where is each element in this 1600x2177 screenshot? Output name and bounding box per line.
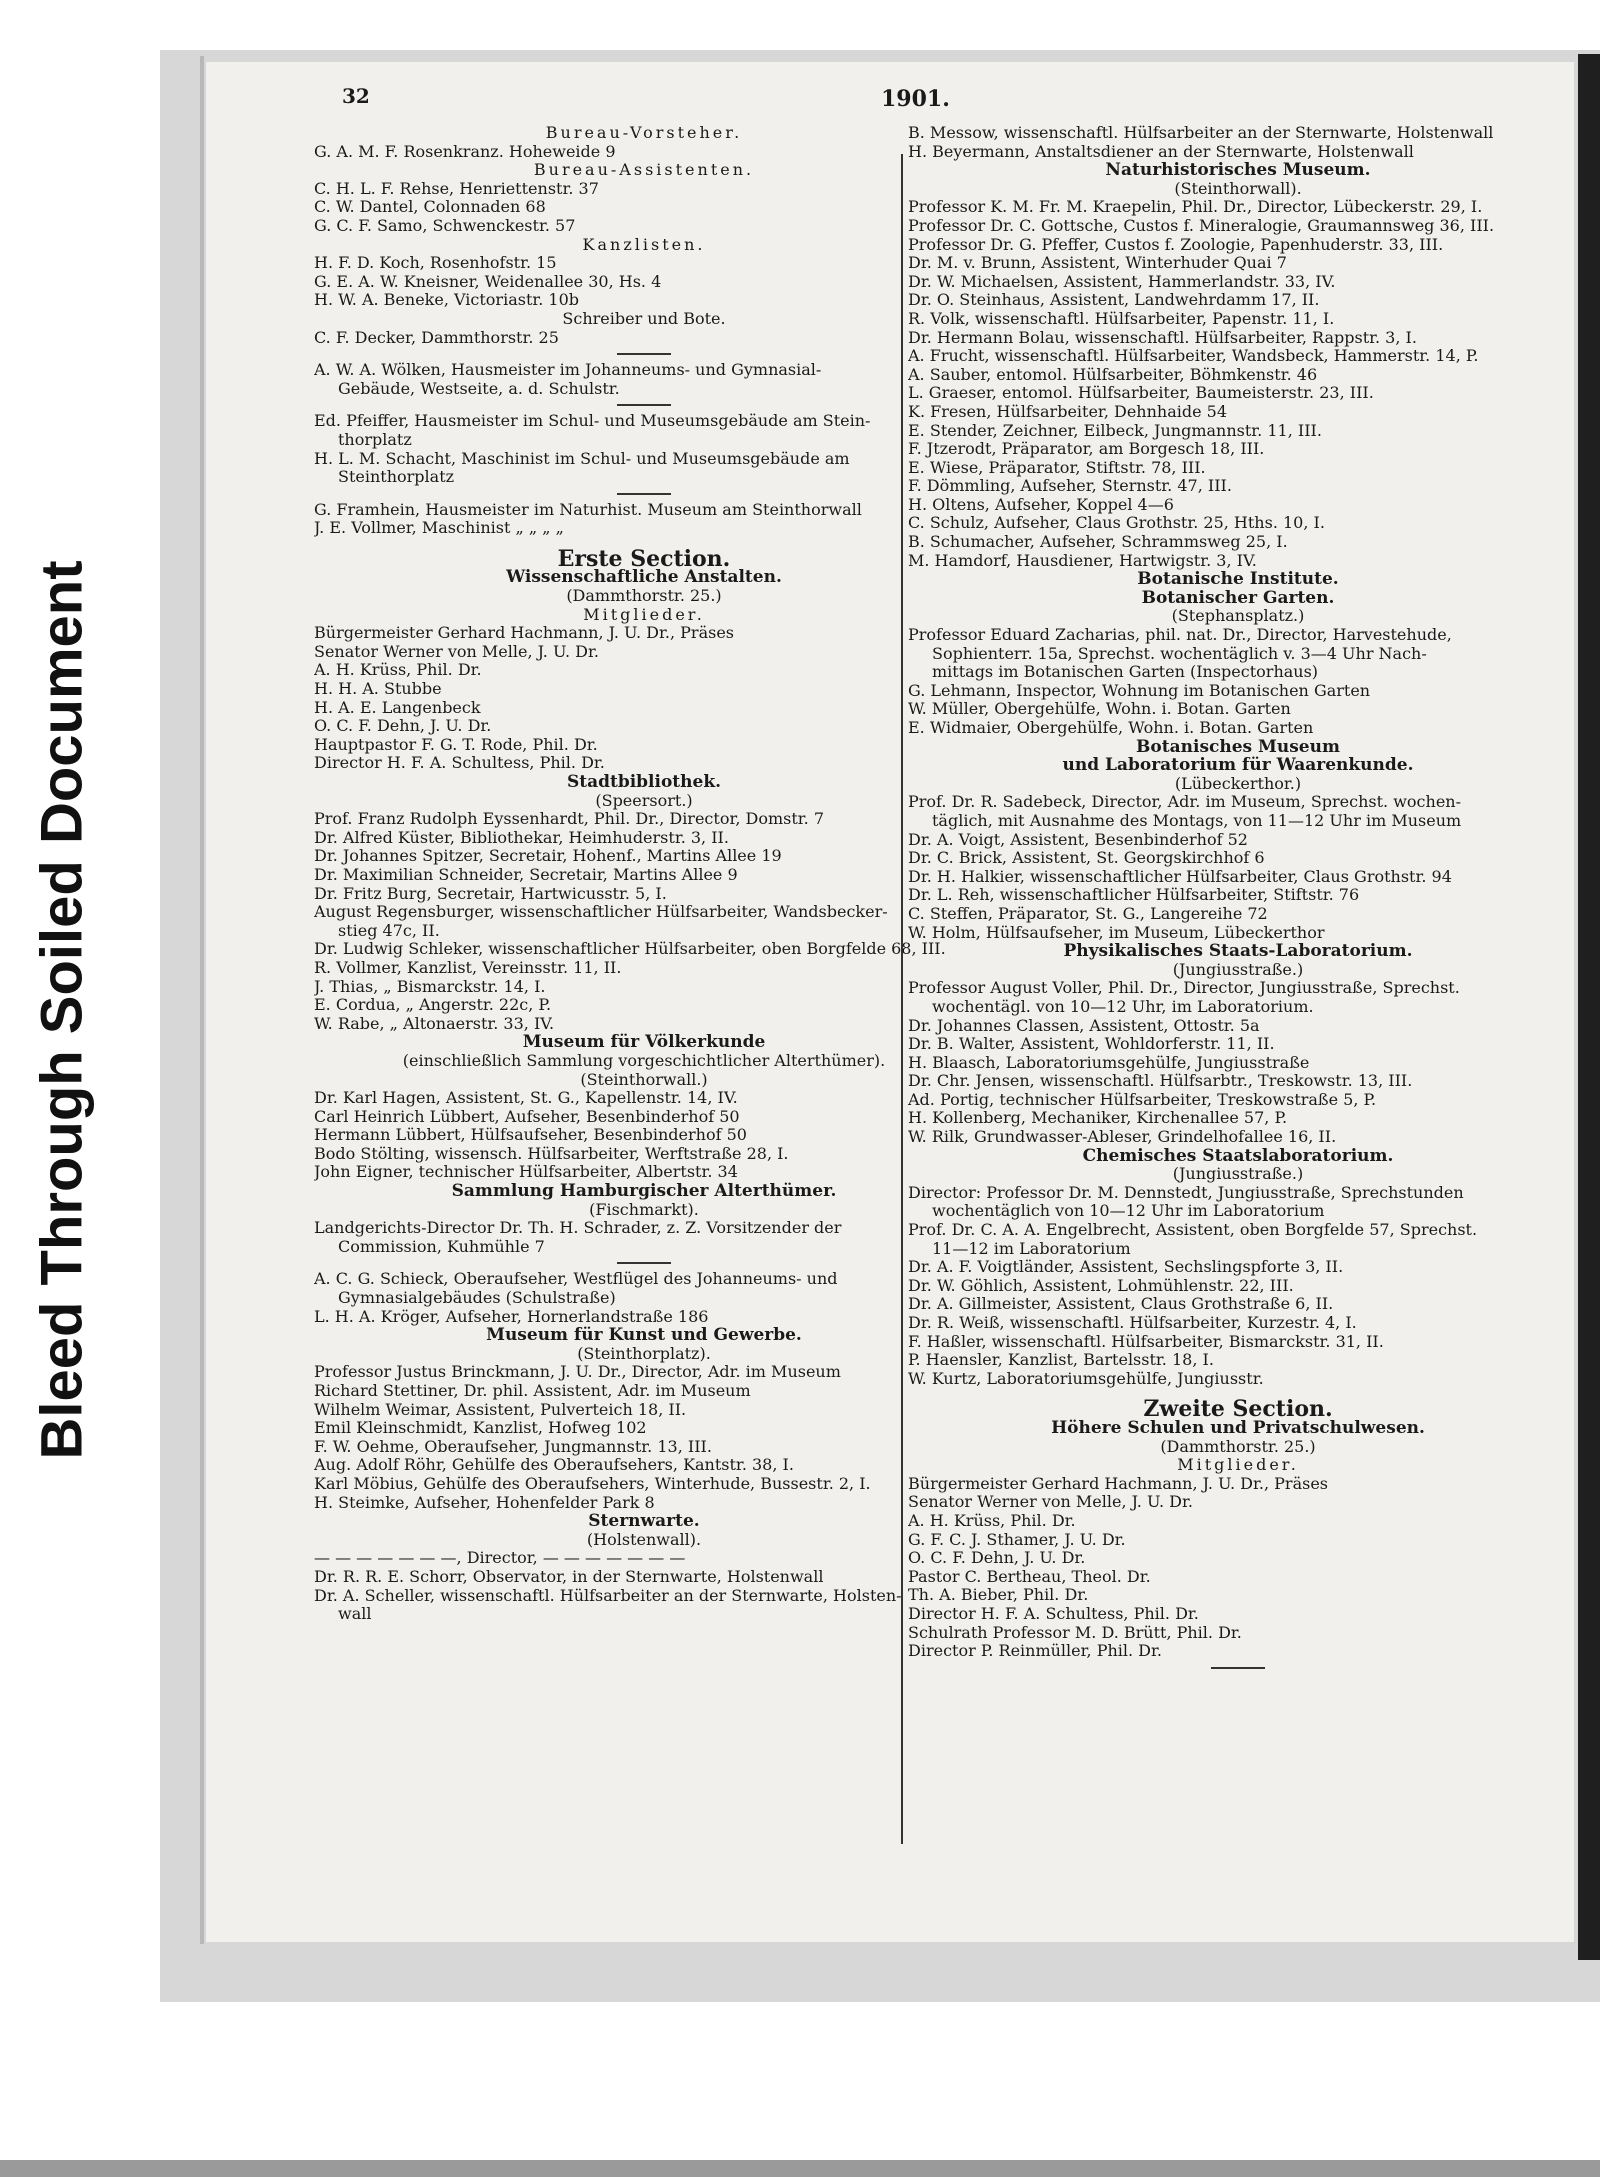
entry-line: Dr. Maximilian Schneider, Secretair, Martins Allee 9 <box>314 865 738 884</box>
separator-rule <box>617 1262 671 1264</box>
entry-line: Dr. A. Voigt, Assistent, Besenbinderhof 52 <box>908 830 1248 849</box>
section-heading: Naturhistorisches Museum. <box>1105 160 1371 181</box>
entry-line: A. Sauber, entomol. Hülfsarbeiter, Böhmkenstr. 46 <box>908 365 1318 384</box>
entry-line: A. W. A. Wölken, Hausmeister im Johanneums- und Gymnasial- <box>314 361 822 380</box>
entry-line: B. Schumacher, Aufseher, Schrammsweg 25, I. <box>908 533 1288 552</box>
section-heading: Physikalisches Staats-Laboratorium. <box>1063 941 1413 962</box>
entry-line: John Eigner, technischer Hülfsarbeiter, Albertstr. 34 <box>314 1163 738 1182</box>
scan-edge-right <box>1578 54 1600 1960</box>
entry-line: Wilhelm Weimar, Assistent, Pulverteich 18, II. <box>314 1400 687 1419</box>
entry-line: P. Haensler, Kanzlist, Bartelsstr. 18, I. <box>908 1351 1214 1370</box>
section-heading: Sammlung Hamburgischer Alterthümer. <box>451 1181 837 1202</box>
entry-line: G. E. A. W. Kneisner, Weidenallee 30, Hs. 4 <box>314 272 662 291</box>
entry-line: Dr. L. Reh, wissenschaftlicher Hülfsarbeiter, Stiftstr. 76 <box>908 886 1360 905</box>
entry-line: Director: Professor Dr. M. Dennstedt, Jungiusstraße, Sprechstunden <box>908 1183 1464 1202</box>
entry-line: C. W. Dantel, Colonnaden 68 <box>314 198 546 217</box>
entry-line: Prof. Dr. C. A. A. Engelbrecht, Assistent, oben Borgfelde 57, Sprechst. <box>908 1221 1478 1240</box>
entry-line: Bodo Stölting, wissensch. Hülfsarbeiter, Werftstraße 28, I. <box>314 1144 789 1163</box>
entry-line: O. C. F. Dehn, J. U. Dr. <box>314 717 492 736</box>
subheading: Kanzlisten. <box>582 234 706 254</box>
right-column <box>908 124 1568 1675</box>
subheading: (Speersort.) <box>595 790 693 810</box>
entry-line: Dr. Chr. Jensen, wissenschaftl. Hülfsarbtr., Treskowstr. 13, III. <box>908 1072 1413 1091</box>
entry-line: Professor August Voller, Phil. Dr., Director, Jungiusstraße, Sprechst. <box>908 979 1460 998</box>
entry-line: W. Kurtz, Laboratoriumsgehülfe, Jungiusstr. <box>908 1369 1264 1388</box>
left-column <box>314 124 974 1624</box>
section-heading: Botanische Institute. <box>1137 569 1339 590</box>
page-year: 1901. <box>881 86 950 112</box>
entry-line: R. Vollmer, Kanzlist, Vereinsstr. 11, II. <box>314 958 622 977</box>
document-page <box>206 62 1574 1942</box>
separator-rule <box>1211 1667 1265 1669</box>
subheading: Bureau-Vorsteher. <box>545 123 743 142</box>
entry-line: Dr. Johannes Classen, Assistent, Ottostr. 5a <box>908 1016 1260 1035</box>
entry-line: R. Volk, wissenschaftl. Hülfsarbeiter, Papenstr. 11, I. <box>908 309 1335 328</box>
entry-line: Aug. Adolf Röhr, Gehülfe des Oberaufsehers, Kantstr. 38, I. <box>314 1456 794 1475</box>
entry-line: H. Steimke, Aufseher, Hohenfelder Park 8 <box>314 1493 655 1512</box>
entry-line: Steinthorplatz <box>338 468 455 487</box>
subheading: Bureau-Assistenten. <box>533 160 755 180</box>
separator-rule <box>617 493 671 495</box>
entry-line: Dr. C. Brick, Assistent, St. Georgskirchhof 6 <box>908 849 1265 868</box>
separator-rule <box>617 404 671 406</box>
section-heading: Erste Section. <box>557 545 731 572</box>
subheading: Schreiber und Bote. <box>562 308 726 328</box>
entry-line: stieg 47c, II. <box>338 921 440 940</box>
entry-line: Dr. A. F. Voigtländer, Assistent, Sechslingspforte 3, II. <box>908 1258 1344 1277</box>
entry-line: L. H. A. Kröger, Aufseher, Hornerlandstraße 186 <box>314 1307 709 1326</box>
entry-line: Senator Werner von Melle, J. U. Dr. <box>314 642 599 661</box>
entry-line: Dr. Karl Hagen, Assistent, St. G., Kapellenstr. 14, IV. <box>314 1089 738 1108</box>
entry-line: E. Widmaier, Obergehülfe, Wohn. i. Botan. Garten <box>908 719 1314 737</box>
subheading: (Holstenwall). <box>586 1529 702 1549</box>
entry-line: thorplatz <box>338 430 412 449</box>
entry-line: C. Schulz, Aufseher, Claus Grothstr. 25, Hths. 10, I. <box>908 514 1325 533</box>
entry-line: Dr. Alfred Küster, Bibliothekar, Heimhuderstr. 3, II. <box>314 828 729 847</box>
entry-line: wall <box>338 1605 372 1624</box>
entry-line: mittags im Botanischen Garten (Inspectorhaus) <box>932 663 1319 682</box>
page-binding-edge <box>200 56 204 1944</box>
entry-line: Dr. A. Gillmeister, Assistent, Claus Grothstraße 6, II. <box>908 1295 1334 1314</box>
entry-line: Th. A. Bieber, Phil. Dr. <box>908 1586 1089 1605</box>
entry-line: C. F. Decker, Dammthorstr. 25 <box>314 328 559 347</box>
entry-line: Karl Möbius, Gehülfe des Oberaufsehers, Winterhude, Bussestr. 2, I. <box>314 1474 871 1493</box>
entry-line: F. W. Oehme, Oberaufseher, Jungmannstr. 13, III. <box>314 1437 712 1456</box>
entry-line: A. C. G. Schieck, Oberaufseher, Westflügel des Johanneums- und <box>314 1270 838 1289</box>
subheading: (Steinthorwall.) <box>580 1069 708 1089</box>
entry-line: Gebäude, Westseite, a. d. Schulstr. <box>338 379 620 398</box>
entry-line: H. L. M. Schacht, Maschinist im Schul- und Museumsgebäude am <box>314 449 850 468</box>
entry-line: Ed. Pfeiffer, Hausmeister im Schul- und Museumsgebäude am Stein- <box>314 412 871 431</box>
section-heading: Botanischer Garten. <box>1141 587 1335 608</box>
entry-line: August Regensburger, wissenschaftlicher Hülfsarbeiter, Wandsbecker- <box>314 903 888 922</box>
entry-line: Richard Stettiner, Dr. phil. Assistent, Adr. im Museum <box>314 1382 751 1400</box>
entry-line: E. Wiese, Präparator, Stiftstr. 78, III. <box>908 458 1206 477</box>
entry-line: H. Blaasch, Laboratoriumsgehülfe, Jungiusstraße <box>908 1053 1310 1072</box>
section-heading: Stadtbibliothek. <box>566 772 722 792</box>
entry-line: Dr. W. Göhlich, Assistent, Lohmühlenstr. 22, III. <box>908 1276 1294 1295</box>
section-heading: Museum für Völkerkunde <box>522 1032 766 1053</box>
entry-line: Gymnasialgebäudes (Schulstraße) <box>338 1289 616 1308</box>
entry-line: Dr. Hermann Bolau, wissenschaftl. Hülfsarbeiter, Rappstr. 3, I. <box>908 328 1417 347</box>
subheading: Mitglieder. <box>583 604 705 624</box>
entry-line: Sophienterr. 15a, Sprechst. wochentäglich v. 3—4 Uhr Nach- <box>932 644 1427 663</box>
page-number: 32 <box>342 84 370 108</box>
subheading: (Dammthorstr. 25.) <box>1160 1436 1316 1456</box>
entry-line: Professor Dr. G. Pfeffer, Custos f. Zoologie, Papenhuderstr. 33, III. <box>908 235 1444 254</box>
entry-line: J. E. Vollmer, Maschinist „ „ „ „ <box>314 519 564 538</box>
section-heading: Sternwarte. <box>588 1511 700 1532</box>
entry-line: W. Holm, Hülfsaufseher, im Museum, Lübeckerthor <box>908 923 1325 942</box>
entry-line: Hermann Lübbert, Hülfsaufseher, Besenbinderhof 50 <box>314 1126 747 1145</box>
entry-line: Schulrath Professor M. D. Brütt, Phil. Dr. <box>908 1623 1242 1642</box>
stamp-text: Bleed Through Soiled Document <box>29 560 95 1460</box>
entry-line: H. A. E. Langenbeck <box>314 698 481 717</box>
entry-line: J. Thias, „ Bismarckstr. 14, I. <box>314 977 546 996</box>
entry-line: H. Oltens, Aufseher, Koppel 4—6 <box>908 495 1174 514</box>
subheading: (Steinthorwall). <box>1174 178 1302 198</box>
subheading: Mitglieder. <box>1177 1455 1299 1475</box>
entry-line: G. Lehmann, Inspector, Wohnung im Botanischen Garten <box>908 681 1371 700</box>
entry-line: Director P. Reinmüller, Phil. Dr. <box>908 1642 1162 1661</box>
entry-line: Bürgermeister Gerhard Hachmann, J. U. Dr., Präses <box>314 624 734 643</box>
entry-line: G. A. M. F. Rosenkranz. Hoheweide 9 <box>314 142 616 161</box>
subheading: (Steinthorplatz). <box>577 1343 711 1363</box>
section-heading: Höhere Schulen und Privatschulwesen. <box>1051 1417 1425 1438</box>
entry-line: Hauptpastor F. G. T. Rode, Phil. Dr. <box>314 735 598 754</box>
subheading: (Jungiusstraße.) <box>1172 1164 1304 1184</box>
entry-line: E. Stender, Zeichner, Eilbeck, Jungmannstr. 11, III. <box>908 421 1322 440</box>
entry-line: Prof. Dr. R. Sadebeck, Director, Adr. im Museum, Sprechst. wochen- <box>908 793 1461 812</box>
section-heading: Wissenschaftliche Anstalten. <box>506 567 782 588</box>
entry-line: Bürgermeister Gerhard Hachmann, J. U. Dr., Präses <box>908 1474 1328 1493</box>
entry-line: Professor Eduard Zacharias, phil. nat. Dr., Director, Harvestehude, <box>908 626 1452 645</box>
entry-line: Commission, Kuhmühle 7 <box>338 1237 545 1256</box>
entry-line: Senator Werner von Melle, J. U. Dr. <box>908 1493 1193 1512</box>
entry-line: Dr. Ludwig Schleker, wissenschaftlicher Hülfsarbeiter, oben Borgfelde 68, III. <box>314 940 946 959</box>
entry-line: F. Jtzerodt, Präparator, am Borgesch 18, III. <box>908 440 1265 459</box>
entry-line: H. Kollenberg, Mechaniker, Kirchenallee 57, P. <box>908 1109 1288 1128</box>
subheading: (Lübeckerthor.) <box>1174 773 1302 793</box>
entry-line: Dr. O. Steinhaus, Assistent, Landwehrdamm 17, II. <box>908 291 1320 310</box>
entry-line: Professor Dr. C. Gottsche, Custos f. Mineralogie, Graumannsweg 36, III. <box>908 216 1495 235</box>
entry-line: Dr. Fritz Burg, Secretair, Hartwicusstr. 5, I. <box>314 884 667 903</box>
entry-line: Dr. B. Walter, Assistent, Wohldorferstr. 11, II. <box>908 1035 1275 1054</box>
entry-line: Ad. Portig, technischer Hülfsarbeiter, Treskowstraße 5, P. <box>908 1090 1377 1109</box>
entry-line: Carl Heinrich Lübbert, Aufseher, Besenbinderhof 50 <box>314 1107 740 1126</box>
entry-line: M. Hamdorf, Hausdiener, Hartwigstr. 3, IV. <box>908 551 1257 570</box>
entry-line: G. Framhein, Hausmeister im Naturhist. Museum am Steinthorwall <box>314 500 862 519</box>
entry-line: Emil Kleinschmidt, Kanzlist, Hofweg 102 <box>314 1419 647 1438</box>
entry-line: Dr. Johannes Spitzer, Secretair, Hohenf., Martins Allee 19 <box>314 847 782 866</box>
entry-line: Professor Justus Brinckmann, J. U. Dr., Director, Adr. im Museum <box>314 1363 841 1382</box>
entry-line: Dr. M. v. Brunn, Assistent, Winterhuder Quai 7 <box>908 254 1287 273</box>
subheading: (einschließlich Sammlung vorgeschichtlicher Alterthümer). <box>402 1050 886 1070</box>
entry-line: Dr. R. Weiß, wissenschaftl. Hülfsarbeiter, Kurzestr. 4, I. <box>908 1314 1357 1332</box>
entry-line: wochentägl. von 10—12 Uhr, im Laboratorium. <box>932 997 1314 1016</box>
entry-line: W. Rabe, „ Altonaerstr. 33, IV. <box>314 1014 555 1033</box>
entry-line: Landgerichts-Director Dr. Th. H. Schrader, z. Z. Vorsitzender der <box>314 1219 842 1238</box>
subheading: (Stephansplatz.) <box>1171 606 1305 626</box>
entry-line: Dr. A. Scheller, wissenschaftl. Hülfsarbeiter an der Sternwarte, Holsten- <box>314 1586 902 1605</box>
subheading: (Dammthorstr. 25.) <box>566 586 722 606</box>
entry-line: C. Steffen, Präparator, St. G., Langereihe 72 <box>908 904 1268 923</box>
subheading: (Jungiusstraße.) <box>1172 959 1304 979</box>
entry-line: täglich, mit Ausnahme des Montags, von 11—12 Uhr im Museum <box>932 811 1462 830</box>
entry-line: Dr. W. Michaelsen, Assistent, Hammerlandstr. 33, IV. <box>908 272 1336 291</box>
section-heading: Zweite Section. <box>1143 1396 1333 1423</box>
section-heading: Museum für Kunst und Gewerbe. <box>486 1325 802 1346</box>
entry-line: Pastor C. Bertheau, Theol. Dr. <box>908 1567 1151 1586</box>
entry-line: Prof. Franz Rudolph Eyssenhardt, Phil. Dr., Director, Domstr. 7 <box>314 810 825 829</box>
entry-line: L. Graeser, entomol. Hülfsarbeiter, Baumeisterstr. 23, III. <box>908 384 1374 403</box>
entry-line: A. H. Krüss, Phil. Dr. <box>314 661 482 680</box>
entry-line: Professor K. M. Fr. M. Kraepelin, Phil. Dr., Director, Lübeckerstr. 29, I. <box>908 198 1483 217</box>
entry-line: H. Beyermann, Anstaltsdiener an der Sternwarte, Holstenwall <box>908 142 1414 161</box>
section-heading: Chemisches Staatslaboratorium. <box>1082 1145 1394 1166</box>
scan-edge-bottom <box>0 2160 1600 2177</box>
entry-line: H. H. A. Stubbe <box>314 680 442 699</box>
entry-line: K. Fresen, Hülfsarbeiter, Dehnhaide 54 <box>908 402 1228 421</box>
entry-line: H. F. D. Koch, Rosenhofstr. 15 <box>314 254 557 273</box>
section-heading: Botanisches Museum <box>1136 736 1340 757</box>
entry-line: Dr. H. Halkier, wissenschaftlicher Hülfsarbeiter, Claus Grothstr. 94 <box>908 867 1452 886</box>
entry-line: O. C. F. Dehn, J. U. Dr. <box>908 1549 1086 1568</box>
entry-line: A. Frucht, wissenschaftl. Hülfsarbeiter, Wandsbeck, Hammerstr. 14, P. <box>908 347 1479 366</box>
subheading: (Fischmarkt). <box>589 1199 699 1219</box>
entry-line: W. Rilk, Grundwasser-Ableser, Grindelhofallee 16, II. <box>908 1128 1337 1147</box>
entry-line: 11—12 im Laboratorium <box>932 1239 1131 1258</box>
entry-line: F. Dömmling, Aufseher, Sternstr. 47, III. <box>908 477 1232 496</box>
section-heading: und Laboratorium für Waarenkunde. <box>1062 755 1414 776</box>
entry-line: F. Haßler, wissenschaftl. Hülfsarbeiter, Bismarckstr. 31, II. <box>908 1332 1384 1351</box>
entry-line: H. W. A. Beneke, Victoriastr. 10b <box>314 291 580 310</box>
entry-line: — — — — — — —, Director, — — — — — — — <box>314 1549 686 1568</box>
entry-line: W. Müller, Obergehülfe, Wohn. i. Botan. Garten <box>908 700 1291 719</box>
entry-line: B. Messow, wissenschaftl. Hülfsarbeiter an der Sternwarte, Holstenwall <box>908 124 1494 142</box>
entry-line: wochentäglich von 10—12 Uhr im Laboratorium <box>932 1202 1325 1221</box>
entry-line: Director H. F. A. Schultess, Phil. Dr. <box>908 1604 1199 1623</box>
entry-line: G. F. C. J. Sthamer, J. U. Dr. <box>908 1530 1126 1549</box>
entry-line: Director H. F. A. Schultess, Phil. Dr. <box>314 754 605 773</box>
entry-line: A. H. Krüss, Phil. Dr. <box>908 1511 1076 1530</box>
entry-line: Dr. R. R. E. Schorr, Observator, in der Sternwarte, Holstenwall <box>314 1567 824 1586</box>
entry-line: E. Cordua, „ Angerstr. 22c, P. <box>314 996 552 1015</box>
entry-line: G. C. F. Samo, Schwenckestr. 57 <box>314 216 576 235</box>
separator-rule <box>617 353 671 355</box>
entry-line: C. H. L. F. Rehse, Henriettenstr. 37 <box>314 179 599 198</box>
